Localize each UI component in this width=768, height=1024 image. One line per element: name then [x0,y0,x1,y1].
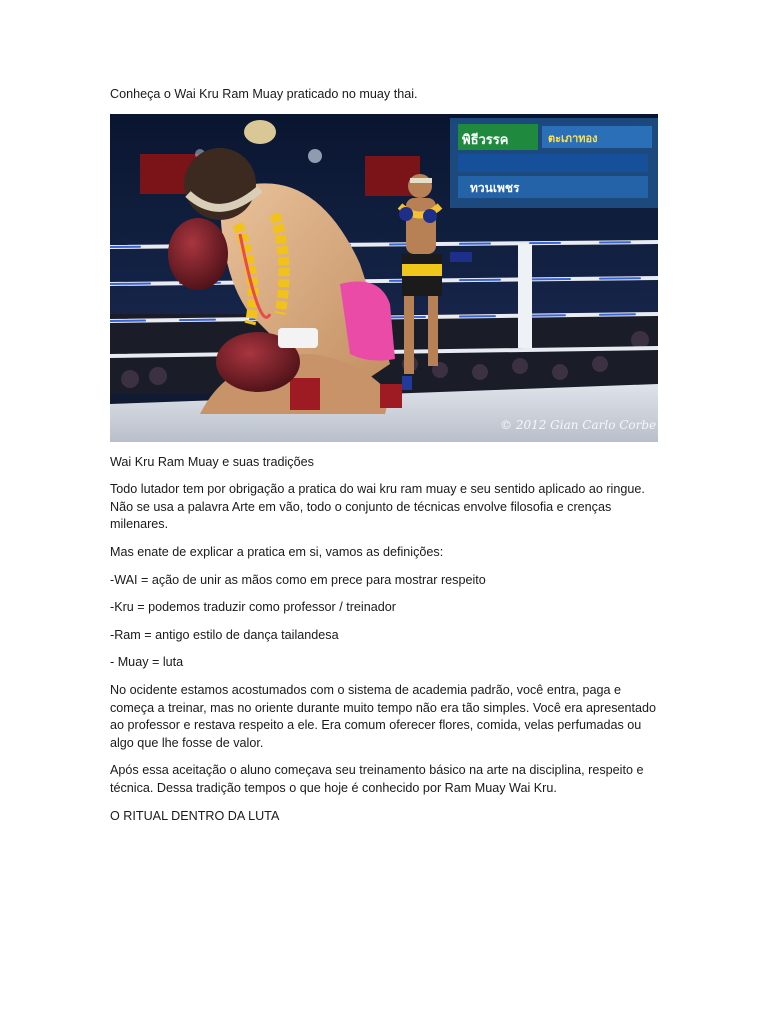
article-body [110,86,658,835]
svg-text:ทวนเพชร: ทวนเพชร [470,180,520,195]
paragraph-4: Após essa aceitação o aluno começava seu treinamento básico na arte na disciplina, respeito e técnica. Dessa tradição tempos o que hoje é conhecido por Ram Muay Wai Kru. [110,763,644,795]
svg-text:ตะเภาทอง: ตะเภาทอง [548,131,598,145]
subheading: O RITUAL DENTRO DA LUTA [110,808,280,823]
section-title: Wai Kru Ram Muay e suas tradições [110,454,314,469]
definition-kru: -Kru = podemos traduzir como professor / treinador [110,600,396,615]
definition-ram: -Ram = antigo estilo de dança tailandesa [110,627,339,642]
definition-muay: - Muay = luta [110,655,184,670]
svg-text:พิธีวรรค: พิธีวรรค [462,132,509,148]
paragraph-1: Todo lutador tem por obrigação a pratica do wai kru ram muay e seu sentido aplicado ao ringue. Não se usa a palavra Arte em vão, todo o conjunto de técnicas envolve filosofia e crenças milenares. [110,482,645,532]
definition-wai: -WAI = ação de unir as mãos como em prece para mostrar respeito [110,572,486,587]
intro-text: Conheça o Wai Kru Ram Muay praticado no muay thai. [110,87,418,101]
paragraph-3: No ocidente estamos acostumados com o sistema de academia padrão, você entra, paga e começa a treinar, mas no oriente durante muito tempo não era tão simples. Você era apresentado ao professor e restava respeito a ele. Era comum oferecer flores, comida, velas perfumadas ou algo que lhe fosse de valor. [110,682,657,750]
muay-thai-photo [110,114,658,442]
arena-banner [450,118,658,208]
photo-watermark: © 2012 Gian Carlo Corbe [500,417,657,432]
paragraph-2: Mas enate de explicar a pratica em si, vamos as definições: [110,544,444,559]
